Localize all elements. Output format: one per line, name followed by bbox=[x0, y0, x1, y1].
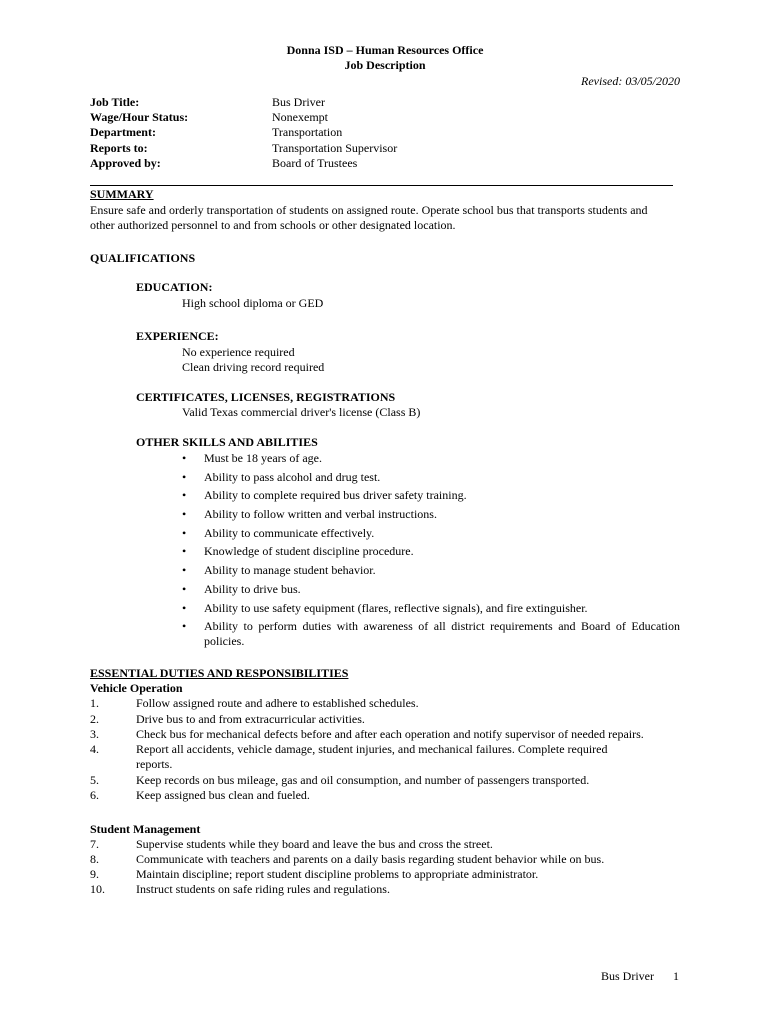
certificates-heading: CERTIFICATES, LICENSES, REGISTRATIONS bbox=[136, 390, 396, 404]
list-item: • Knowledge of student discipline procedure. bbox=[182, 544, 680, 559]
job-title-value: Bus Driver bbox=[272, 95, 325, 109]
item-text: Report all accidents, vehicle damage, student injuries, and mechanical failures. Complete required reports. bbox=[136, 742, 608, 772]
item-number: 10. bbox=[90, 882, 105, 896]
department-label: Department: bbox=[90, 125, 156, 139]
wage-status-value: Nonexempt bbox=[272, 110, 328, 124]
item-number: 2. bbox=[90, 712, 99, 726]
item-text: Keep assigned bus clean and fueled. bbox=[136, 788, 310, 802]
wage-status-label: Wage/Hour Status: bbox=[90, 110, 189, 124]
footer-label: Bus Driver bbox=[601, 969, 654, 983]
item-number: 5. bbox=[90, 773, 99, 787]
item-text: Keep records on bus mileage, gas and oil consumption, and number of passengers transported. bbox=[136, 773, 590, 787]
revised-date: Revised: 03/05/2020 bbox=[581, 74, 680, 88]
reports-to-label: Reports to: bbox=[90, 141, 148, 155]
department-value: Transportation bbox=[272, 125, 343, 139]
summary-line-2: other authorized personnel to and from schools or other designated location. bbox=[90, 218, 456, 232]
certificates-item: Valid Texas commercial driver's license (Class B) bbox=[182, 405, 421, 419]
org-title: Donna ISD – Human Resources Office bbox=[286, 43, 484, 57]
list-item: • Must be 18 years of age. bbox=[182, 451, 680, 466]
skills-list bbox=[182, 451, 680, 653]
list-item: • Ability to communicate effectively. bbox=[182, 526, 680, 541]
page-number: 1 bbox=[673, 969, 679, 983]
student-management-heading: Student Management bbox=[90, 822, 201, 836]
vehicle-operation-heading: Vehicle Operation bbox=[90, 681, 183, 695]
divider-line bbox=[90, 185, 673, 186]
item-text: Drive bus to and from extracurricular activities. bbox=[136, 712, 365, 726]
list-item: • Ability to perform duties with awareness of all district requirements and Board of Education policies. bbox=[182, 619, 680, 650]
item-number: 9. bbox=[90, 867, 99, 881]
item-text: Follow assigned route and adhere to established schedules. bbox=[136, 696, 419, 710]
reports-to-value: Transportation Supervisor bbox=[272, 141, 398, 155]
item-number: 6. bbox=[90, 788, 99, 802]
item-number: 8. bbox=[90, 852, 99, 866]
duties-heading: ESSENTIAL DUTIES AND RESPONSIBILITIES bbox=[90, 666, 349, 680]
summary-line-1: Ensure safe and orderly transportation of students on assigned route. Operate school bus that transports students and bbox=[90, 203, 648, 217]
item-text: Maintain discipline; report student discipline problems to appropriate administrator. bbox=[136, 867, 539, 881]
experience-item: Clean driving record required bbox=[182, 360, 325, 374]
item-text: Check bus for mechanical defects before and after each operation and notify supervisor of needed repairs. bbox=[136, 727, 644, 741]
job-title-label: Job Title: bbox=[90, 95, 140, 109]
approved-by-label: Approved by: bbox=[90, 156, 161, 170]
list-item: • Ability to drive bus. bbox=[182, 582, 680, 597]
summary-heading: SUMMARY bbox=[90, 187, 154, 201]
item-text: Instruct students on safe riding rules and regulations. bbox=[136, 882, 390, 896]
qualifications-heading: QUALIFICATIONS bbox=[90, 251, 196, 265]
skills-heading: OTHER SKILLS AND ABILITIES bbox=[136, 435, 318, 449]
list-item: • Ability to manage student behavior. bbox=[182, 563, 680, 578]
experience-heading: EXPERIENCE: bbox=[136, 329, 219, 343]
item-text: Communicate with teachers and parents on a daily basis regarding student behavior while on bus. bbox=[136, 852, 605, 866]
list-item: • Ability to complete required bus driver safety training. bbox=[182, 488, 680, 503]
education-heading: EDUCATION: bbox=[136, 280, 213, 294]
item-number: 4. bbox=[90, 742, 99, 756]
item-number: 3. bbox=[90, 727, 99, 741]
list-item: • Ability to use safety equipment (flares, reflective signals), and fire extinguisher. bbox=[182, 601, 680, 616]
doc-title: Job Description bbox=[344, 58, 426, 72]
item-text: Supervise students while they board and leave the bus and cross the street. bbox=[136, 837, 493, 851]
list-item: • Ability to pass alcohol and drug test. bbox=[182, 470, 680, 485]
item-number: 7. bbox=[90, 837, 99, 851]
item-number: 1. bbox=[90, 696, 99, 710]
approved-by-value: Board of Trustees bbox=[272, 156, 358, 170]
list-item: • Ability to follow written and verbal instructions. bbox=[182, 507, 680, 522]
education-item: High school diploma or GED bbox=[182, 296, 324, 310]
experience-item: No experience required bbox=[182, 345, 295, 359]
